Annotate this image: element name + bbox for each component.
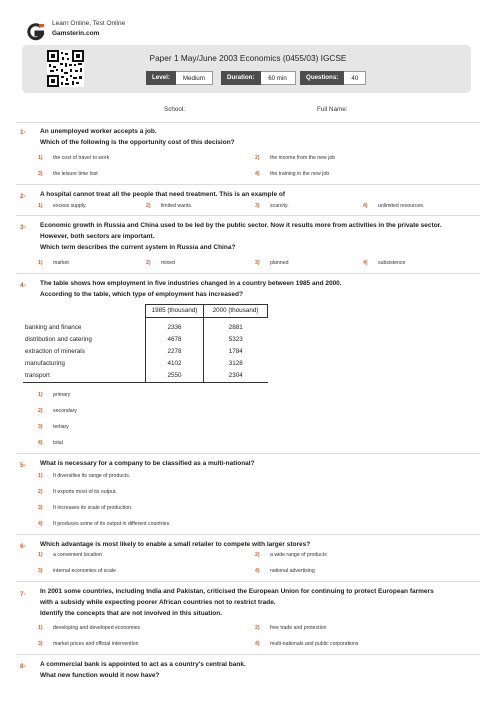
- divider: [16, 273, 480, 274]
- question-number: 4-: [20, 282, 26, 289]
- option-number: 3): [38, 505, 43, 511]
- gamsterin-logo-icon: [26, 22, 46, 42]
- duration-value: 60 min: [261, 71, 296, 85]
- table-cell: distribution and catering: [25, 336, 92, 343]
- table-header-row: [23, 305, 268, 318]
- option-number: 4): [363, 203, 368, 209]
- question-line: An unemployed worker accepts a job.: [40, 128, 157, 135]
- option-number: 1): [38, 203, 43, 209]
- question-number: 6-: [20, 543, 26, 550]
- question-line: Which of the following is the opportunity cost of this decision?: [40, 139, 235, 146]
- duration-badge: [221, 71, 296, 85]
- option-number: 3): [255, 260, 260, 266]
- option-number: 4): [255, 641, 260, 647]
- school-label: School:: [164, 106, 186, 113]
- table-row: [23, 370, 268, 383]
- question-text: [40, 659, 480, 681]
- table-cell: 2278: [146, 346, 204, 358]
- table-row: [23, 346, 268, 358]
- option-number: 2): [38, 489, 43, 495]
- questions-label: Questions:: [300, 71, 344, 85]
- option-number: 2): [38, 408, 43, 414]
- table-cell: 4678: [146, 334, 204, 346]
- option-text[interactable]: total: [53, 440, 63, 446]
- option-number: 2): [255, 155, 260, 161]
- divider: [16, 184, 480, 185]
- option-number: 1): [38, 392, 43, 398]
- divider: [16, 215, 480, 216]
- question-number: 7-: [20, 591, 26, 598]
- option-text[interactable]: a convenient location: [53, 552, 102, 558]
- table-row: [23, 334, 268, 346]
- option-number: 3): [255, 203, 260, 209]
- option-text[interactable]: It increases its scale of production.: [53, 505, 133, 511]
- option-text[interactable]: primary: [53, 392, 71, 398]
- question-number: 5-: [20, 462, 26, 469]
- question-text: [40, 586, 480, 619]
- table-cell: 4102: [146, 358, 204, 370]
- question-text: [40, 458, 480, 469]
- table-header-cell: 2000 (thousand): [204, 305, 268, 318]
- brand-site-name[interactable]: Gamsterin.com: [52, 30, 100, 37]
- table-cell: manufacturing: [25, 360, 65, 367]
- question-line: A hospital cannot treat all the people that need treatment. This is an example of: [40, 191, 286, 198]
- table-cell: banking and finance: [25, 323, 82, 331]
- table-row: [23, 318, 268, 335]
- option-number: 4): [255, 568, 260, 574]
- question-line: What new function would it now have?: [40, 672, 160, 679]
- divider: [16, 654, 480, 655]
- question-line: In 2001 some countries, including India and Pakistan, criticised the European Union for continuing to protect European farmers: [40, 588, 434, 595]
- option-text[interactable]: It exports most of its output.: [53, 489, 117, 495]
- option-number: 3): [38, 641, 43, 647]
- option-text[interactable]: excess supply.: [53, 203, 87, 209]
- brand-tagline: Learn Online, Test Online: [52, 20, 126, 27]
- question-line: However, both sectors are important.: [40, 233, 155, 240]
- option-text[interactable]: mixed: [161, 260, 175, 266]
- table-header-cell: 1985 (thousand): [146, 305, 204, 318]
- question-line: A commercial bank is appointed to act as a country's central bank.: [40, 661, 246, 668]
- option-text[interactable]: developing and developed economies: [53, 625, 141, 631]
- employment-table: [23, 304, 268, 383]
- table-cell: extraction of minerals: [25, 348, 85, 355]
- divider: [16, 534, 480, 535]
- table-header-cell: [23, 305, 146, 318]
- option-number: 3): [38, 424, 43, 430]
- question-number: 8-: [20, 663, 26, 670]
- question-number: 2-: [20, 193, 26, 200]
- table-cell: 2550: [146, 370, 204, 383]
- option-number: 3): [38, 171, 43, 177]
- level-value: Medium: [176, 71, 213, 85]
- option-number: 4): [38, 521, 43, 527]
- option-number: 4): [255, 171, 260, 177]
- option-text[interactable]: limited wants.: [161, 203, 193, 209]
- option-text[interactable]: the income from the new job: [270, 155, 336, 161]
- option-number: 2): [255, 552, 260, 558]
- question-line: Identify the concepts that are not involved in this situation.: [40, 610, 223, 617]
- option-number: 1): [38, 552, 43, 558]
- table-cell: 2336: [146, 318, 204, 335]
- table-row: [23, 358, 268, 370]
- option-text[interactable]: the leisure time lost: [53, 171, 98, 177]
- question-line: Which advantage is most likely to enable a small retailer to compete with larger stores?: [40, 541, 311, 548]
- question-text: [40, 220, 480, 253]
- questions-value: 40: [344, 71, 366, 85]
- level-badge: [146, 71, 213, 85]
- option-number: 2): [255, 625, 260, 631]
- option-text[interactable]: the cost of travel to work: [53, 155, 110, 161]
- exam-title: Paper 1 May/June 2003 Economics (0455/03) IGCSE: [149, 53, 347, 63]
- option-text[interactable]: unlimited resources.: [378, 203, 425, 209]
- question-line: with a subsidy while expecting poorer African countries not to restrict trade.: [40, 599, 276, 606]
- question-line: According to the table, which type of employment has increased?: [40, 291, 243, 298]
- option-number: 1): [38, 155, 43, 161]
- table-cell: 2881: [204, 318, 268, 335]
- option-text[interactable]: market prices and official intervention: [53, 641, 139, 647]
- question-text: [40, 189, 480, 200]
- option-number: 1): [38, 260, 43, 266]
- option-text[interactable]: scarcity.: [270, 203, 289, 209]
- option-text[interactable]: market: [53, 260, 69, 266]
- option-text[interactable]: a wide range of products: [270, 552, 327, 558]
- table-cell: 2304: [204, 370, 268, 383]
- level-label: Level:: [146, 71, 176, 85]
- question-number: 1-: [20, 129, 26, 136]
- option-text[interactable]: internal economies of scale: [53, 568, 116, 574]
- option-text[interactable]: national advertising: [270, 568, 315, 574]
- question-number: 3-: [20, 224, 26, 231]
- divider: [16, 122, 480, 123]
- table-cell: 1784: [204, 346, 268, 358]
- question-text: [40, 126, 480, 148]
- option-text[interactable]: free trade and protection: [270, 625, 327, 631]
- table-cell: 5323: [204, 334, 268, 346]
- divider: [16, 453, 480, 454]
- divider: [16, 581, 480, 582]
- question-line: Economic growth in Russia and China used to be led by the public sector. Now it results more from activities in the private sector.: [40, 222, 442, 229]
- questions-badge: [300, 71, 366, 85]
- question-text: [40, 539, 480, 550]
- option-number: 3): [38, 568, 43, 574]
- option-text[interactable]: It diversifies its range of products.: [53, 473, 131, 479]
- option-text[interactable]: multi-nationals and public corporations: [270, 641, 359, 647]
- option-text[interactable]: the training in the new job: [270, 171, 330, 177]
- option-number: 4): [363, 260, 368, 266]
- option-text[interactable]: It produces some of its output in different countries.: [53, 521, 171, 527]
- option-number: 2): [146, 203, 151, 209]
- option-text[interactable]: planned: [270, 260, 289, 266]
- question-text: [40, 278, 480, 300]
- full-name-label: Full Name:: [317, 106, 348, 113]
- question-line: The table shows how employment in five industries changed in a country between 1985 and 2000.: [40, 280, 342, 287]
- option-number: 2): [146, 260, 151, 266]
- question-line: What is necessary for a company to be classified as a multi-national?: [40, 460, 255, 467]
- option-text[interactable]: secondary: [53, 408, 77, 414]
- option-number: 1): [38, 625, 43, 631]
- table-cell: 3128: [204, 358, 268, 370]
- table-cell: transport: [23, 370, 146, 383]
- duration-label: Duration:: [221, 71, 261, 85]
- option-number: 4): [38, 440, 43, 446]
- question-line: Which term describes the current system in Russia and China?: [40, 244, 236, 251]
- option-number: 1): [38, 473, 43, 479]
- option-text[interactable]: subsistence: [378, 260, 406, 266]
- option-text[interactable]: tertiary: [53, 424, 69, 430]
